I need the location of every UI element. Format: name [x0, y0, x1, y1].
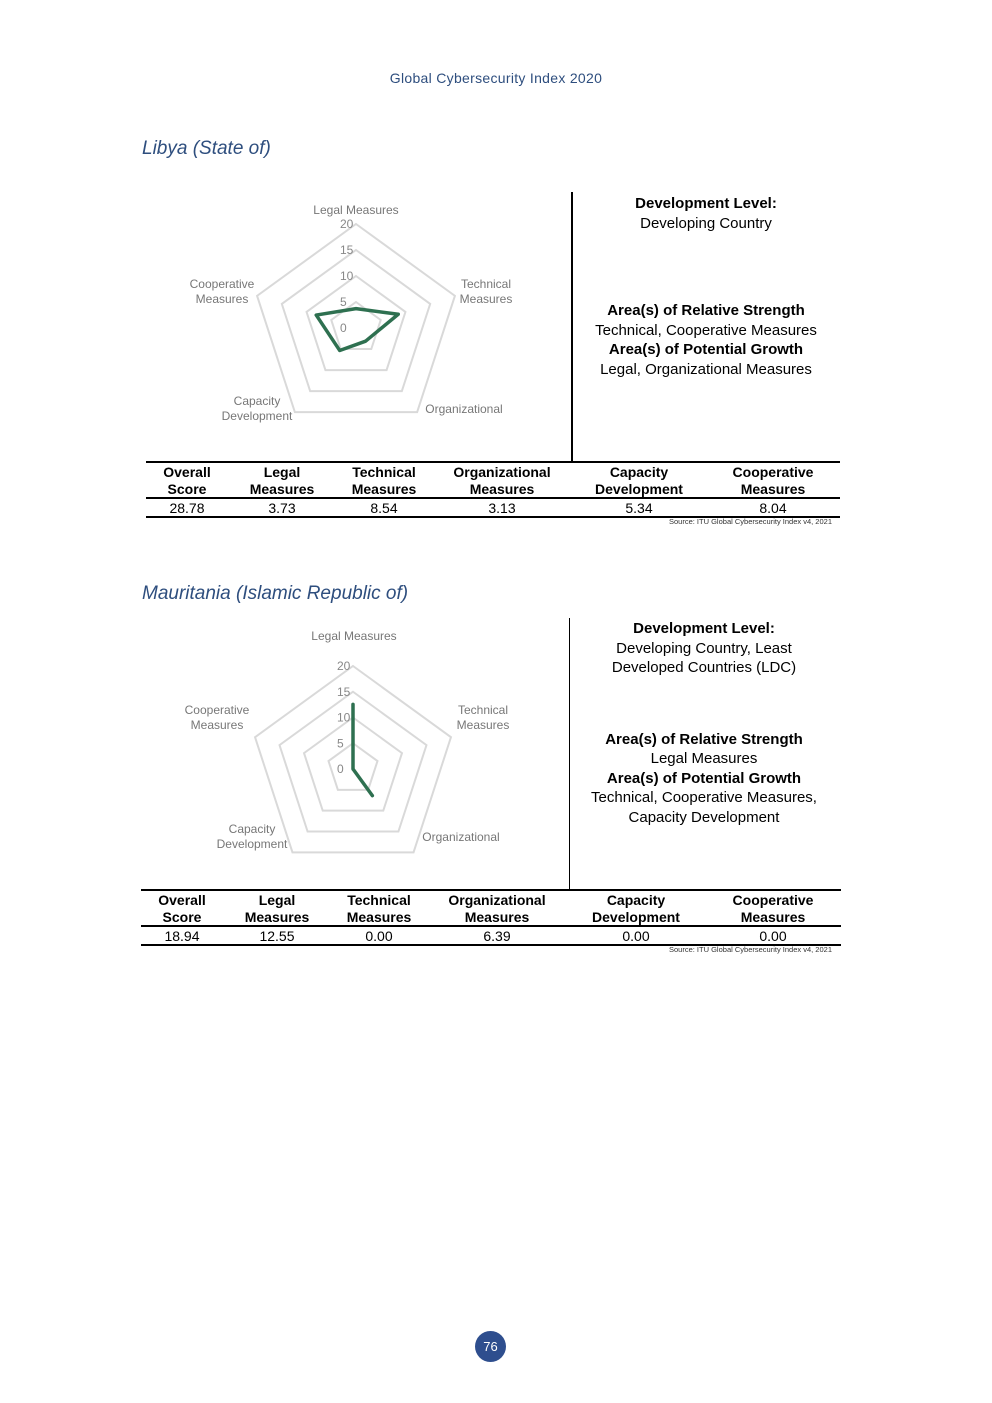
country-section-libya: [0, 138, 992, 578]
axis-label-cooperative-line: Cooperative: [184, 703, 250, 717]
header-legal-measures: Legal Measures: [223, 890, 331, 926]
tick-label: 20: [337, 659, 351, 673]
axis-label-technical-line: Technical: [457, 703, 509, 717]
development-level-label: Development Level:: [633, 620, 775, 637]
axis-label-cooperative: [180, 277, 264, 307]
series-line: [316, 309, 398, 351]
cooperative-score-value: 0.00: [705, 926, 841, 945]
legal-score-value: 12.55: [223, 926, 331, 945]
axis-label-capacity-line: Development: [216, 837, 288, 851]
axis-label-cooperative: [175, 703, 259, 733]
header-overall-score: Overall Score: [146, 462, 228, 498]
radar-chart: [146, 623, 566, 873]
data-point: [397, 313, 400, 316]
axis-label-cooperative-line: Measures: [195, 292, 249, 306]
country-section-mauritania: [0, 583, 992, 1023]
axis-label-legal: Legal Measures: [313, 203, 399, 217]
development-level-value: Developing Country: [640, 214, 772, 232]
axis-label-capacity: [207, 822, 297, 852]
header-technical-measures: Technical Measures: [336, 462, 432, 498]
data-point: [315, 314, 318, 317]
data-point: [352, 768, 355, 771]
strength-label: Area(s) of Relative Strength: [607, 302, 805, 319]
overall-score-value: 18.94: [141, 926, 223, 945]
tick-label: 10: [337, 710, 351, 725]
axis-label-technical: [448, 277, 524, 307]
source-note: Source: ITU Global Cybersecurity Index v4, 2021: [669, 517, 832, 526]
header-organizational-measures: Organizational Measures: [432, 462, 572, 498]
source-note: Source: ITU Global Cybersecurity Index v4, 2021: [669, 945, 832, 954]
tick-label: 5: [340, 295, 347, 309]
header-organizational-measures: Organizational Measures: [427, 890, 567, 926]
axis-label-capacity-line: Capacity: [233, 394, 281, 408]
axis-label-cooperative-line: Measures: [190, 718, 244, 732]
technical-score-value: 8.54: [336, 498, 432, 517]
page-header: Global Cybersecurity Index 2020: [389, 70, 603, 86]
tick-label: 5: [337, 736, 344, 751]
tick-label: 15: [337, 684, 351, 699]
strength-value: Technical, Cooperative Measures: [595, 321, 817, 339]
axis-label-organizational: Organizational: [425, 402, 503, 416]
development-level-value: Developed Countries (LDC): [611, 659, 797, 676]
axis-label-technical-line: Measures: [459, 292, 513, 306]
growth-value: Technical, Cooperative Measures,: [591, 789, 817, 806]
tick-label: 0: [337, 762, 344, 776]
header-technical-measures: Technical Measures: [331, 890, 427, 926]
score-table-row: [146, 498, 840, 517]
technical-score-value: 0.00: [331, 926, 427, 945]
strength-label: Area(s) of Relative Strength: [605, 730, 803, 748]
growth-label: Area(s) of Potential Growth: [608, 341, 804, 358]
axis-label-capacity-line: Development: [221, 409, 293, 423]
axis-label-legal: Legal Measures: [311, 629, 397, 643]
axis-label-capacity: [212, 394, 302, 424]
header-capacity-development: Capacity Development: [572, 462, 706, 498]
header-legal-measures: Legal Measures: [228, 462, 336, 498]
country-title: Libya (State of): [142, 138, 271, 159]
growth-value: Capacity Development: [628, 808, 780, 826]
data-point: [338, 349, 341, 352]
page-number: 76: [475, 1331, 506, 1362]
info-panel: [571, 194, 841, 379]
organizational-score-value: 6.39: [427, 926, 567, 945]
data-point: [371, 794, 374, 797]
data-point: [364, 340, 367, 343]
country-title: Mauritania (Islamic Republic of): [142, 583, 409, 604]
header-capacity-development: Capacity Development: [567, 890, 705, 926]
strength-value: Legal Measures: [650, 750, 758, 767]
growth-label: Area(s) of Potential Growth: [606, 769, 802, 787]
capacity-score-value: 5.34: [572, 498, 706, 517]
tick-label: 0: [340, 321, 347, 335]
header-cooperative-measures: Cooperative Measures: [706, 462, 840, 498]
radar-chart: [150, 196, 570, 446]
score-table-header-row: [146, 462, 840, 498]
tick-label: 15: [340, 243, 354, 257]
axis-label-technical: [445, 703, 521, 733]
overall-score-value: 28.78: [146, 498, 228, 517]
axis-label-technical-line: Technical: [460, 277, 512, 291]
data-point: [355, 307, 358, 310]
axis-label-cooperative-line: Cooperative: [189, 277, 255, 291]
development-level-value: Developing Country, Least: [616, 639, 792, 657]
legal-score-value: 3.73: [228, 498, 336, 517]
axis-label-technical-line: Measures: [456, 718, 510, 732]
score-table-row: [141, 926, 841, 945]
header-cooperative-measures: Cooperative Measures: [705, 890, 841, 926]
capacity-score-value: 0.00: [567, 926, 705, 945]
tick-label: 10: [340, 269, 354, 283]
score-table: [141, 889, 841, 946]
info-panel: [569, 619, 839, 827]
score-table: [146, 461, 840, 518]
header-overall-score: Overall Score: [141, 890, 223, 926]
tick-label: 20: [340, 217, 354, 231]
cooperative-score-value: 8.04: [706, 498, 840, 517]
organizational-score-value: 3.13: [432, 498, 572, 517]
data-point: [352, 703, 355, 706]
development-level-label: Development Level:: [635, 195, 777, 212]
axis-label-organizational: Organizational: [422, 830, 500, 844]
growth-value: Legal, Organizational Measures: [600, 360, 812, 378]
axis-label-capacity-line: Capacity: [228, 822, 276, 836]
score-table-header-row: [141, 890, 841, 926]
